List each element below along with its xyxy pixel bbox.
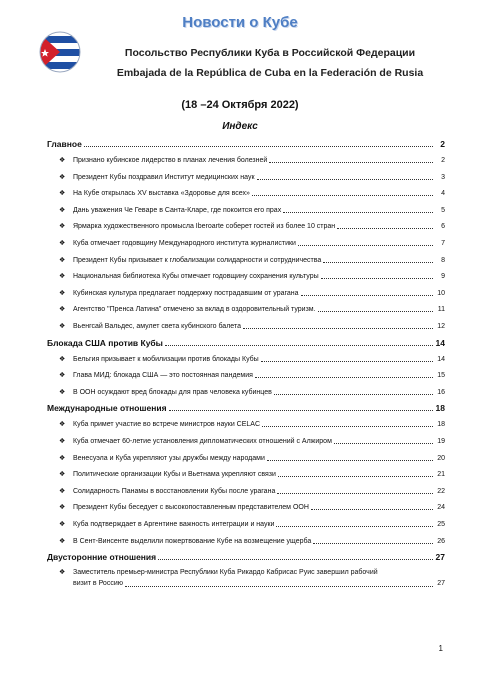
diamond-bullet-icon: ❖ [59,487,66,495]
leader-dots [311,508,433,510]
toc-entry[interactable] [59,515,445,529]
diamond-bullet-icon: ❖ [59,273,66,281]
toc-section-page: 14 [435,337,445,348]
leader-dots [243,327,433,329]
diamond-bullet-icon: ❖ [59,306,66,314]
leader-dots [313,542,433,544]
toc-entry[interactable] [59,151,445,165]
toc-entry[interactable] [59,432,445,446]
diamond-bullet-icon: ❖ [59,157,66,164]
toc-entry-text: Венесуэла и Куба укрепляют узы дружбы между народами [73,454,265,462]
toc-entry[interactable] [59,366,445,380]
toc-entry[interactable] [59,383,445,397]
toc-entry[interactable] [59,317,445,331]
toc-entry-page: 26 [437,537,445,545]
diamond-bullet-icon: ❖ [59,421,66,429]
leader-dots [277,492,433,494]
toc-entry[interactable] [59,251,445,265]
diamond-bullet-icon: ❖ [59,190,66,198]
diamond-bullet-icon: ❖ [59,388,66,396]
leader-dots [274,393,433,395]
toc-entry-page: 27 [437,580,445,588]
leader-dots [323,261,433,263]
toc-entry-page: 24 [437,504,445,512]
diamond-bullet-icon: ❖ [59,323,66,330]
leader-dots [165,344,433,346]
diamond-bullet-icon: ❖ [59,256,66,264]
toc-entry-text: Ярмарка художественного промысла Iberoarte соберет гостей из более 10 стран [73,223,336,231]
toc-entry-text: Бельгия призывает к мобилизации против блокады Кубы [73,355,259,363]
toc-entry-page: 22 [437,487,445,495]
toc-entry-page: 20 [437,454,445,462]
toc-entry-text: Агентство "Пренса Латина" отмечено за вклад в оздоровительный туризм. [73,306,316,314]
page-number: 1 [438,644,443,653]
toc-entry-page: 2 [441,157,445,164]
toc-entry-page: 21 [437,471,445,479]
embassy-name-spanish: Embajada de la República de Cuba en la Federación de Rusia [116,67,424,79]
toc-entry-text: В ООН осуждают вред блокады для прав человека кубинцев [73,388,272,396]
toc-entry-text: Дань уважения Че Геваре в Санта-Кларе, где покоится его прах [73,206,282,214]
toc-entry-page: 12 [437,323,445,330]
toc-entry[interactable] [59,201,445,215]
leader-dots [84,145,433,147]
leader-dots [301,294,433,296]
toc-entry-text: Куба отмечает 60-летие установления дипломатических отношений с Алжиром [73,438,332,445]
toc-entry[interactable] [59,482,445,496]
page-title: Новости о Кубе [182,14,298,31]
diamond-bullet-icon: ❖ [59,471,66,479]
leader-dots [169,409,433,411]
toc-section-title: Блокада США против Кубы [47,337,163,348]
toc-entry[interactable] [59,300,445,314]
toc-entry-text: Вьенгсай Вальдес, амулет света кубинского балета [73,323,241,330]
leader-dots [276,525,433,527]
toc-entry-text: Солидарность Панамы в восстановлении Кубы после урагана [73,487,276,495]
leader-dots [269,161,433,163]
toc-entry[interactable] [59,184,445,198]
diamond-bullet-icon: ❖ [59,454,66,462]
toc-entry-page: 4 [441,190,445,198]
toc-entry-text: Глава МИД: блокада США — это постоянная пандемия [73,372,253,380]
diamond-bullet-icon: ❖ [59,173,66,181]
toc-entry-page: 14 [437,355,445,363]
toc-entry-text: В Сент-Винсенте выделили пожертвование Кубе на возмещение ущерба [73,537,312,545]
toc-entry-text: Заместитель премьер-министра Республики Куба Рикардо Кабрисас Руис завершил рабочий [73,569,378,577]
toc-entry[interactable] [59,284,445,298]
leader-dots [337,227,433,229]
leader-dots [298,244,433,246]
toc-entry[interactable] [59,267,445,281]
index-heading: Индекс [222,121,258,132]
diamond-bullet-icon: ❖ [59,223,66,231]
toc-entry-page: 10 [437,289,445,297]
toc-entry[interactable] [59,567,445,589]
toc-entry[interactable] [59,449,445,463]
toc-entry-page: 16 [437,388,445,396]
toc-entry[interactable] [59,168,445,182]
toc-entry-page: 3 [441,173,445,181]
diamond-bullet-icon: ❖ [59,438,66,445]
diamond-bullet-icon: ❖ [59,206,66,214]
toc-section-page: 2 [440,139,445,149]
leader-dots [334,442,433,444]
toc-entry-text: Президент Кубы поздравил Институт медицинских наук [73,173,255,181]
toc-entry-text: Куба примет участие во встрече министров науки CELAC [73,421,261,429]
toc-entry-text: Национальная библиотека Кубы отмечает годовщину сохранения культуры [73,273,319,281]
cuba-flag-logo [38,30,82,74]
toc-section-title: Главное [47,139,82,149]
toc-entry-text: Кубинская культура предлагает поддержку пострадавшим от урагана [73,289,299,297]
embassy-name-russian: Посольство Республики Куба в Российской Федерации [124,47,416,59]
toc-entry[interactable] [59,465,445,479]
toc-entry-text: Политические организации Кубы и Вьетнама укрепляют связи [73,471,276,479]
toc-entry-text: На Кубе открылась XV выставка «Здоровье для всех» [73,190,250,198]
leader-dots [267,459,433,461]
toc-entry-text: Президент Кубы призывает к глобализации солидарности и сотрудничества [73,256,322,264]
toc-entry-page: 5 [441,206,445,214]
leader-dots [278,475,433,477]
leader-dots [125,585,433,587]
toc-entry-page: 25 [437,521,445,528]
toc-entry[interactable] [59,350,445,364]
toc-entry-page: 18 [437,421,445,429]
toc-entry-text: Куба отмечает годовщину Международного института журналистики [73,240,296,247]
diamond-bullet-icon: ❖ [59,504,66,512]
toc-entry-page: 6 [441,223,445,231]
diamond-bullet-icon: ❖ [59,372,66,380]
toc-entry[interactable] [59,217,445,231]
diamond-bullet-icon: ❖ [59,521,66,528]
toc-entry-page: 15 [437,372,445,380]
toc-entry[interactable] [59,498,445,512]
leader-dots [283,211,433,213]
toc-entry-text: Президент Кубы беседует с высокопоставленным представителем ООН [73,504,309,512]
toc-section-title: Международные отношения [47,403,167,414]
leader-dots [255,376,433,378]
toc-entry-page: 19 [437,438,445,445]
diamond-bullet-icon: ❖ [59,537,66,545]
toc-entry-page: 8 [441,256,445,264]
toc-entry-page: 11 [437,306,445,314]
leader-dots [321,277,433,279]
toc-section-page: 27 [435,552,445,563]
leader-dots [158,558,433,560]
toc-entry[interactable] [59,532,445,546]
date-range: (18 –24 Октября 2022) [181,99,299,111]
toc-section[interactable] [47,135,445,149]
toc-section-title: Двусторонние отношения [47,552,157,563]
toc-section[interactable] [47,334,445,348]
toc-entry-text: Куба подтверждает в Аргентине важность интеграции и науки [73,521,275,528]
toc-section[interactable] [47,399,445,413]
diamond-bullet-icon: ❖ [59,289,66,297]
leader-dots [262,425,433,427]
leader-dots [257,178,433,180]
toc-section[interactable] [47,548,445,562]
toc-entry[interactable] [59,234,445,248]
toc-entry-text: Признано кубинское лидерство в планах лечения болезней [73,157,268,164]
leader-dots [318,310,433,312]
toc-section-page: 18 [435,403,445,414]
toc-entry[interactable] [59,415,445,429]
diamond-bullet-icon: ❖ [59,355,66,363]
toc-entry-page: 9 [441,273,445,281]
leader-dots [261,360,433,362]
toc-entry-page: 7 [441,240,445,247]
leader-dots [252,194,433,196]
toc-entry-text-continued: визит в Россию [73,580,123,588]
diamond-bullet-icon: ❖ [59,240,66,247]
diamond-bullet-icon: ❖ [59,569,66,577]
